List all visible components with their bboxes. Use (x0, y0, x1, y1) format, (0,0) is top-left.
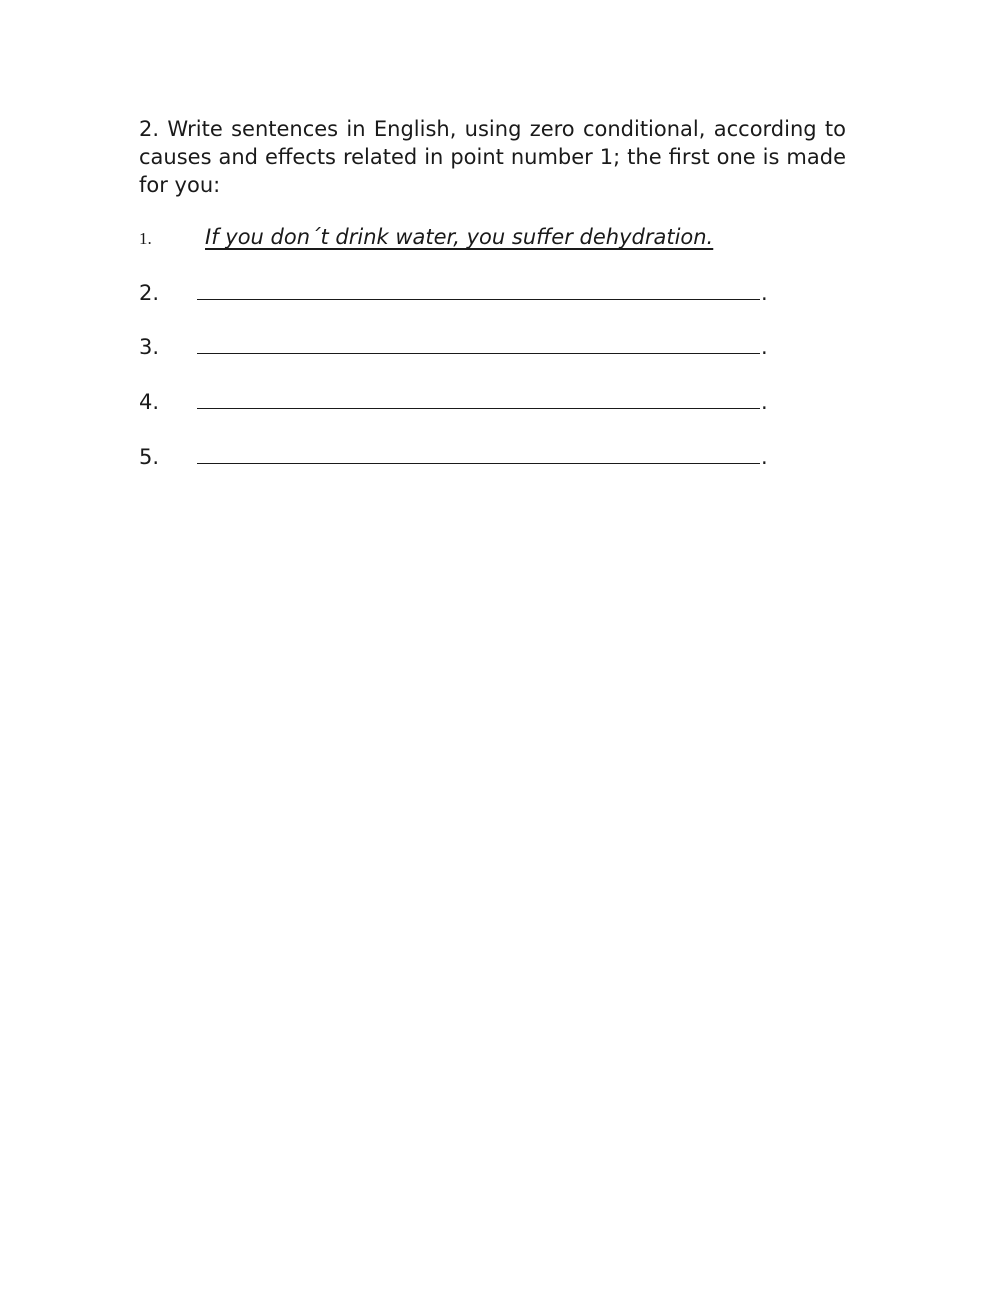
exercise-item-1 (139, 221, 839, 253)
exercise-instructions: 2. Write sentences in English, using zero conditional, according to causes and effects related in point number 1; the first one is made for you: (139, 117, 846, 197)
blank-period: . (761, 281, 768, 305)
exercise-item-5 (139, 441, 839, 473)
blank-line (197, 331, 760, 354)
item-number: 4. (139, 390, 160, 414)
answer-blank[interactable] (197, 277, 768, 309)
item-number: 2. (139, 281, 160, 305)
answer-blank[interactable] (197, 331, 768, 363)
item-number: 3. (139, 335, 160, 359)
blank-period: . (761, 390, 768, 414)
item-number: 5. (139, 445, 160, 469)
answer-blank[interactable] (197, 386, 768, 418)
exercise-item-2 (139, 277, 839, 309)
blank-period: . (761, 445, 768, 469)
item-number: 1. (139, 229, 152, 248)
example-answer: If you don´t drink water, you suffer dehydration. (205, 225, 714, 249)
exercise-item-3 (139, 331, 839, 363)
exercise-item-4 (139, 386, 839, 418)
blank-line (197, 386, 760, 409)
blank-period: . (761, 335, 768, 359)
blank-line (197, 277, 760, 300)
answer-blank[interactable] (197, 441, 768, 473)
blank-line (197, 441, 760, 464)
